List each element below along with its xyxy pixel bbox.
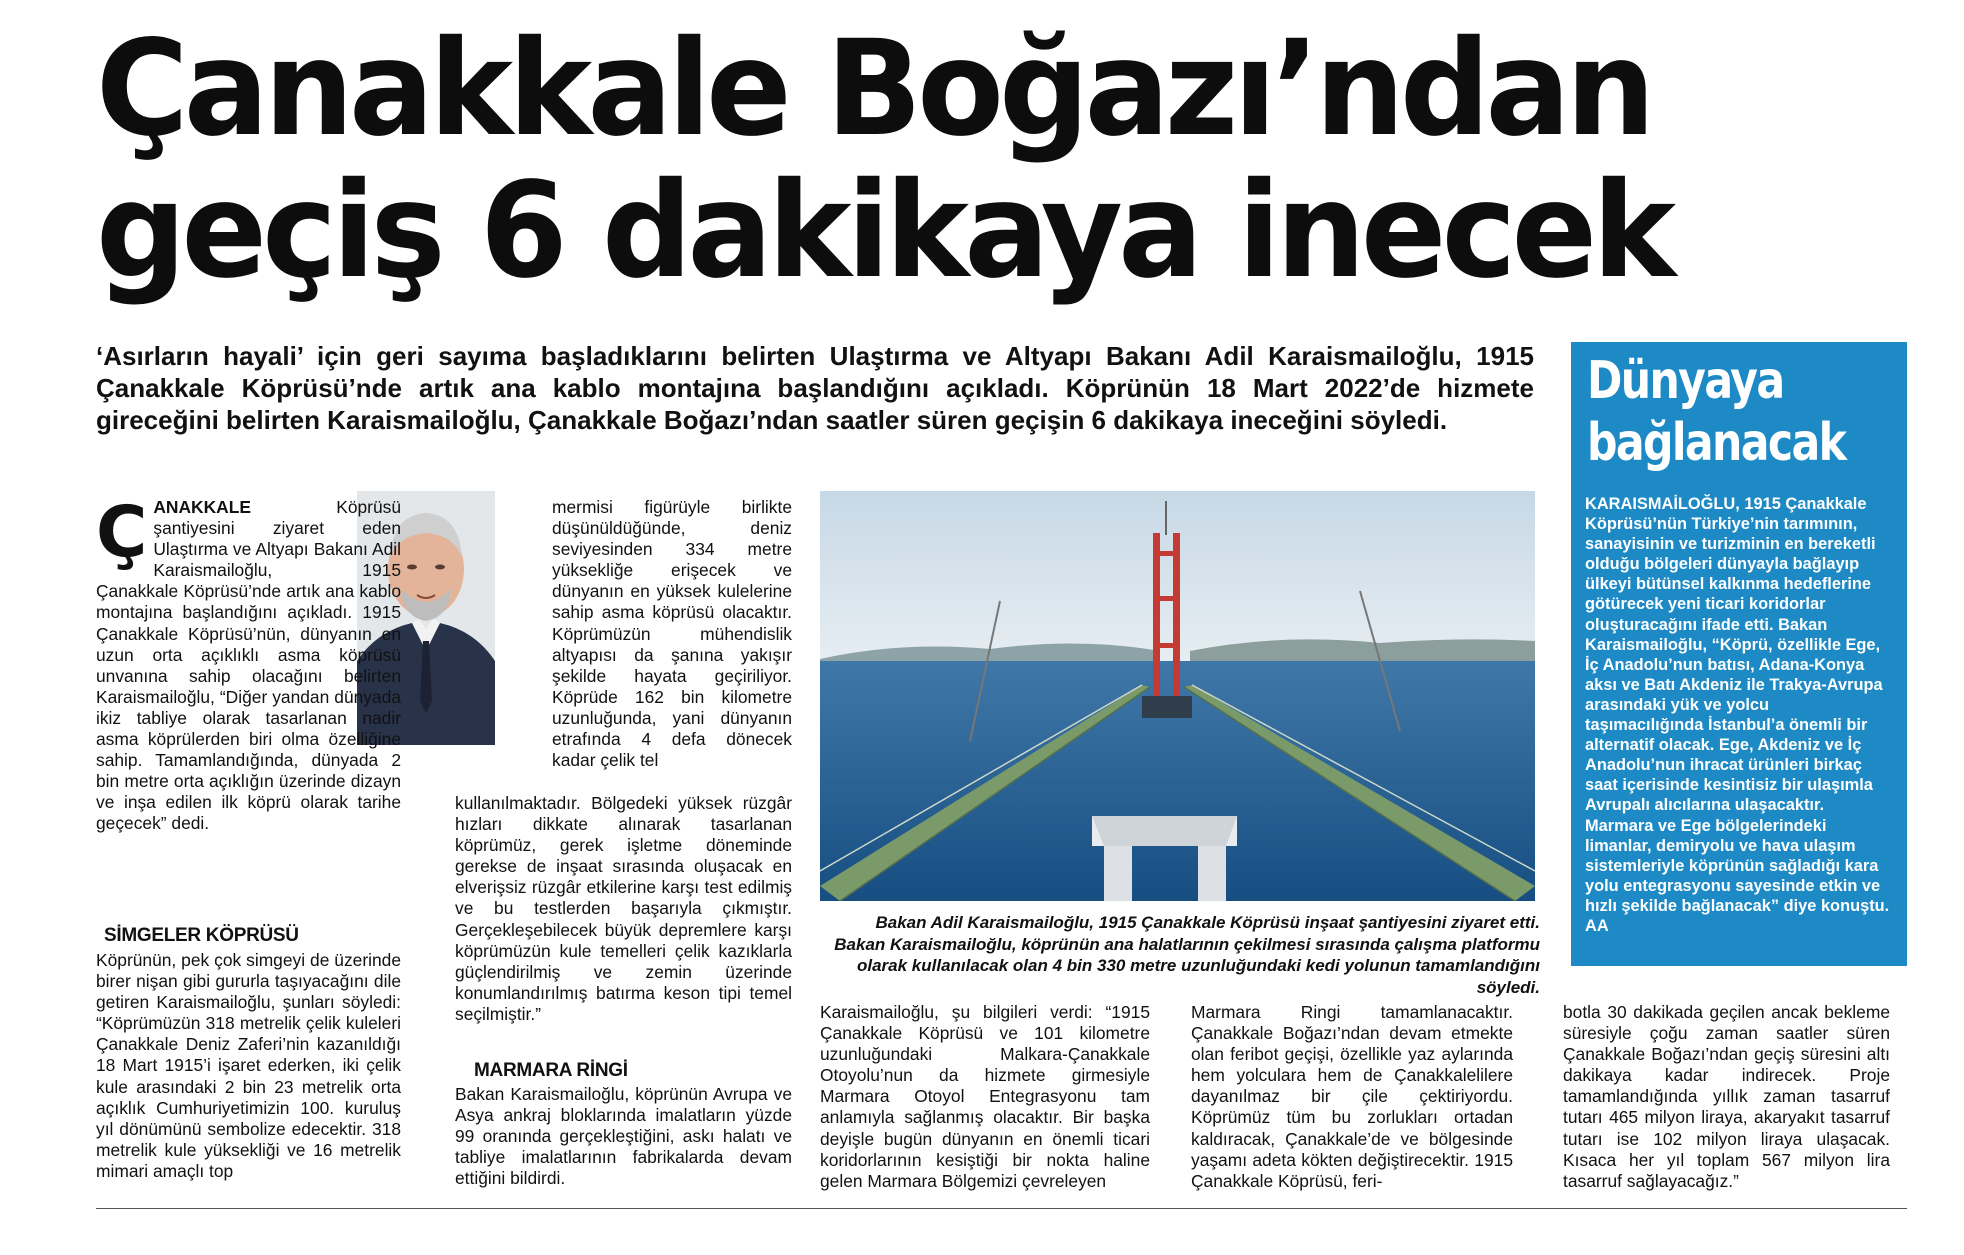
photo-caption: Bakan Adil Karaismailoğlu, 1915 Çanakkale Köprüsü inşaat şantiyesini ziyaret etti. Bakan Karaismailoğlu, köprünün ana halatlarının çekilmesi sırasında çalışma platformu olarak kullanılacak olan 4 bin 330 metre uzunluğundaki kedi yolunun tamamlandığını söyledi.	[834, 913, 1540, 997]
article-column-1-continued	[96, 950, 401, 1182]
column-4-paragraph: Marmara Ringi tamamlanacaktır. Çanakkale Boğazı’ndan devam etmekte olan feribot geçişi, özellikle yaz aylarında hem yolculara hem de Çanakkalelilere dayanılmaz bir çile çektiriyordu. Köprümüz tüm bu zorlukları ortadan kaldıracak, Çanakkale’de ve bölgesinde yaşamı adeta kökten değiştirecektir. 1915 Çanakkale Köprüsü, feri-	[1191, 1002, 1513, 1191]
sidebar-lead: KARAISMAİLOĞLU,	[1585, 495, 1740, 513]
subhead-simgeler: SİMGELER KÖPRÜSÜ	[104, 925, 299, 946]
lead-word: ANAKKALE	[153, 497, 251, 517]
sidebar-title	[1587, 350, 1845, 474]
bottom-rule	[96, 1208, 1907, 1209]
column-2-paragraph-1b: kullanılmaktadır. Bölgedeki yüksek rüzgâr hızları dikkate alınarak tasarlanan köprümüz, gerek işletme döneminde gerekse de inşaat sırasında oluşacak en elverişsiz rüzgâr etkilerine karşı test edilmiş ve bu testlerden başarıyla çıkmıştır. Gerçekleşebilecek büyük depremlere karşı köprümüzün kule temelleri çelik kazıklarla güçlendirilmiş ve zemin üzerinde konumlandırılmış batırma keson tipi temel seçilmiştir.”	[455, 793, 792, 1024]
article-column-3	[820, 1002, 1150, 1192]
article-column-4	[1191, 1002, 1513, 1192]
subhead-marmara: MARMARA RİNGİ	[474, 1060, 628, 1081]
article-column-5	[1563, 1002, 1890, 1192]
column-1-text: Köprüsü şantiyesini ziyaret eden Ulaştırma ve Altyapı Bakanı Adil Karaismailoğlu, 1915 Çanakkale Köprüsü’nde artık ana kablo montajına başlandığını açıkladı. 1915 Çanakkale Köprüsü’nün, dünyanın en uzun orta açıklıklı asma köprüsü unvanına sahip olacağını belirten Karaismailoğlu, “Diğer yandan dünyada ikiz tabliye olarak tasarlanan nadir asma köprülerden biri olma özelliğine sahip. Tamamlandığında, dünyada 2 bin metre orta açıklığın üzerinde dizayn ve inşa edilen ilk köprü olarak tarihe geçecek” dedi.	[96, 497, 401, 834]
article-column-1	[96, 491, 401, 835]
sidebar-title-line-1: Dünyaya	[1587, 351, 1784, 411]
column-2-paragraph-2: Bakan Karaismailoğlu, köprünün Avrupa ve Asya ankraj bloklarında imalatların yüzde 99 oranında gerçekleştiğini, askı halatı ve tabliye imalatlarının fabrikalarda devam ettiğini bildirdi.	[455, 1084, 792, 1189]
headline	[96, 12, 1844, 308]
headline-line-2: geçiş 6 dakikaya inecek	[96, 154, 1672, 308]
spot-text: ‘Asırların hayali’ için geri sayıma başladıklarını belirten Ulaştırma ve Altyapı Bakanı Adil Karaismailoğlu, 1915 Çanakkale Köprüsü’nde artık ana kablo montajına başlandığını açıkladı. Köprünün 18 Mart 2022’de hizmete gireceğini belirten Karaismailoğlu, Çanakkale Boğazı’ndan saatler süren geçişin 6 dakikaya ineceğini söyledi.	[96, 341, 1534, 435]
sidebar-title-line-2: bağlanacak	[1587, 413, 1846, 473]
article-column-2-middle	[455, 793, 792, 1025]
bridge-photo	[820, 491, 1535, 901]
column-3-paragraph: Karaismailoğlu, şu bilgileri verdi: “1915 Çanakkale Köprüsü ve 101 kilometre uzunluğundaki Malkara-Çanakkale Otoyolu’nun da hizmete girmesiyle Marmara Otoyol Entegrasyonu tam anlamıyla sağlanmış olacaktır. Bir başka deyişle bugün dünyanın en önemli ticari koridorlarının kesiştiği bir nokta haline gelen Marmara Bölgemizi çevreleyen	[820, 1002, 1150, 1191]
bridge-illustration	[820, 491, 1535, 901]
article-column-2-bottom	[455, 1084, 792, 1189]
article-column-2-top	[552, 497, 792, 771]
column-5-paragraph: botla 30 dakikada geçilen ancak bekleme süresiyle çoğu zaman saatler süren Çanakkale Boğazı’ndan geçiş süresini altı dakikaya kadar indirecek. Proje tamamlandığında yıllık zaman tasarruf tutarı 465 milyon liraya, akaryakıt tasarruf tutarı ise 102 milyon liraya ulaşacak. Kısaca her yıl toplam 567 milyon lira tasarruf sağlayacağız.”	[1563, 1002, 1890, 1191]
drop-cap: Ç	[96, 491, 148, 573]
sidebar-body: 1915 Çanakkale Köprüsü’nün Türkiye’nin tarımının, sanayisinin ve turizminin en bereketli olduğu bölgeleri dünyayla bağlayıp ülkeyi bütünsel kalkınma hedeflerine götürecek yeni ticari koridorlar oluşturacağını ifade etti. Bakan Karaismailoğlu, “Köprü, özellikle Ege, İç Anadolu’nun batısı, Adana-Konya aksı ve Batı Akdeniz ile Trakya-Avrupa arasındaki yük ve yolcu taşımacılığında İstanbul’a önemli bir alternatif olacak. Ege, Akdeniz ve İç Anadolu’nun ihracat ürünleri birkaç saat içerisinde kesintisiz bir ulaşımla Avrupalı alıcılarına ulaşacaktır. Marmara ve Ege bölgelerindeki limanlar, demiryolu ve hava ulaşım sistemleriyle köprünün sağladığı kara yolu entegrasyonu sayesinde etkin ve hızlı şekilde bağlanacak” diye konuştu. AA	[1585, 495, 1890, 935]
sidebar-box	[1571, 342, 1907, 966]
headline-line-1: Çanakkale Boğazı’ndan	[96, 12, 1651, 166]
column-2-paragraph-1a: mermisi figürüyle birlikte düşünüldüğünde, deniz seviyesinden 334 metre yüksekliğe erişecek ve dünyanın en yüksek kulelerine sahip asma köprüsü olacaktır. Köprümüzün mühendislik altyapısı da şanına yakışır şekilde hayata geçiriliyor. Köprüde 162 bin kilometre uzunluğunda, yani dünyanın etrafında 4 defa dönecek kadar çelik tel	[552, 497, 792, 771]
sidebar-text	[1585, 494, 1891, 936]
column-1-paragraph-2: Köprünün, pek çok simgeyi de üzerinde birer nişan gibi gururla taşıyacağını dile getiren Karaismailoğlu, şunları söyledi: “Köprümüzün 318 metrelik çelik kuleleri Çanakkale Deniz Zaferi’nin kazanıldığı 18 Mart 1915’i işaret ederken, iki çelik kule arasındaki 2 bin 23 metrelik orta açıklık Cumhuriyetimizin 100. kuruluş yıl dönümünü sembolize edecektir. 318 metrelik kule yüksekliği ve 16 metrelik mimari amaçlı top	[96, 950, 401, 1181]
